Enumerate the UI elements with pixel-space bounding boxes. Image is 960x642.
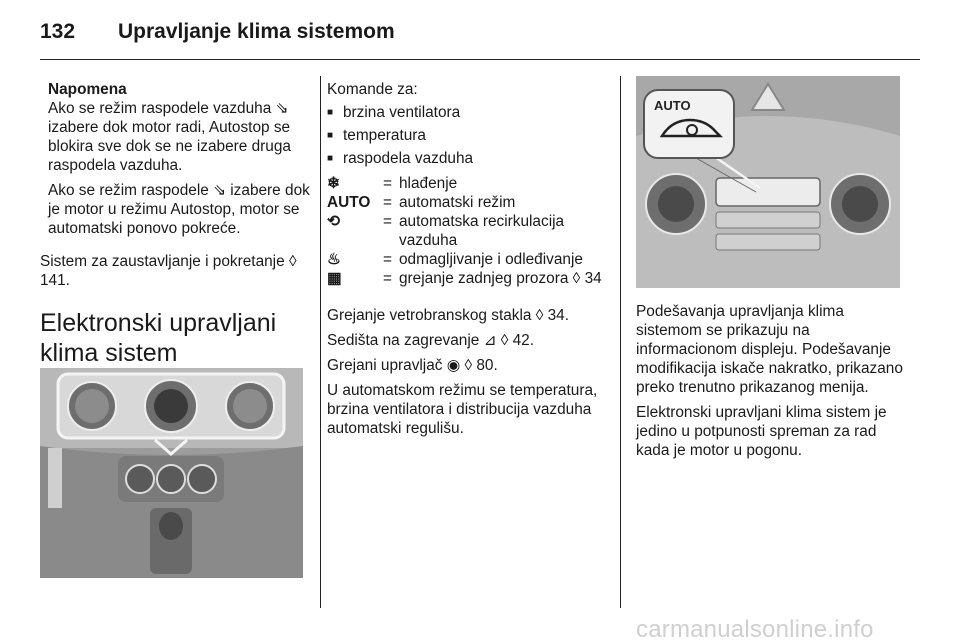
chapter-title: Upravljanje klima sistemom [118, 20, 395, 43]
column-divider-right [620, 76, 621, 608]
auto-symbol: AUTO [327, 194, 371, 211]
definition-row: AUTO = automatski režim [327, 193, 617, 212]
auto-button-panel-photo [636, 76, 900, 288]
note-paragraph-1: Ako se režim raspodele vazduha ⇘ izabere dok motor radi, Autostop se blokira sve dok se ne izabere druga raspodela vazduha. [48, 100, 291, 174]
bullet-air-distribution: ■ raspodela vazduha [327, 149, 617, 168]
page-header [40, 18, 920, 58]
windshield-heating-reference: Grejanje vetrobranskog stakla ◊ 34. [327, 307, 570, 324]
bullet-fan-speed: ■ brzina ventilatora [327, 103, 617, 122]
definition-row: ♨ = odmagljivanje i odleđivanje [327, 250, 617, 269]
note-title: Napomena [48, 81, 127, 98]
page-number: 132 [40, 20, 76, 43]
commands-intro: Komande za: [327, 81, 418, 98]
defrost-windshield-icon: ♨ [327, 251, 341, 268]
climate-control-dashboard-photo [40, 368, 303, 578]
right-paragraphs [636, 302, 908, 466]
auto-mode-paragraph: U automatskom režimu se temperatura, brzina ventilatora i distribucija vazduha automatski regulišu. [327, 382, 598, 437]
display-settings-paragraph: Podešavanja upravljanja klima sistemom se prikazuju na informacionom displeju. Podešavanje modifikacija iskače nakratko, prikazano preko trenutno prikazanog menija. [636, 303, 903, 396]
recirculation-car-icon: ⟲ [327, 213, 340, 230]
snowflake-icon: ❄ [327, 175, 340, 192]
autostop-reference: Sistem za zaustavljanje i pokretanje ◊ 141. [40, 253, 297, 289]
definition-text: automatski režim [399, 194, 516, 211]
definition-row: ▦ = grejanje zadnjeg prozora ◊ 34 [327, 269, 617, 288]
definition-row: ⟲ = automatska recirkulacija vazduha [327, 212, 617, 250]
note-paragraph-2: Ako se režim raspodele ⇘ izabere dok je motor u režimu Autostop, motor se automatski ponovo pokreće. [48, 182, 310, 237]
definition-text: grejanje zadnjeg prozora ◊ 34 [399, 270, 602, 287]
middle-paragraphs [327, 306, 617, 444]
heated-wheel-reference: Grejani upravljač ◉ ◊ 80. [327, 357, 498, 374]
rear-window-heating-icon: ▦ [327, 270, 342, 287]
note-box [48, 80, 310, 244]
definition-text: automatska recirkulacija vazduha [399, 213, 565, 249]
engine-running-paragraph: Elektronski upravljani klima sistem je jedino u potpunosti spreman za rad kada je motor u pogonu. [636, 404, 887, 459]
symbol-definitions [327, 174, 617, 288]
definition-row: ❄ = hlađenje [327, 174, 617, 193]
definition-text: hlađenje [399, 175, 458, 192]
heated-seats-reference: Sedišta na zagrevanje ⊿ ◊ 42. [327, 332, 535, 349]
definition-text: odmagljivanje i odleđivanje [399, 251, 583, 268]
auto-badge-label: AUTO [654, 98, 691, 113]
site-watermark: carmanualsonline.info [636, 616, 874, 642]
header-rule [40, 59, 920, 60]
commands-list [327, 80, 617, 168]
section-title: Elektronski upravljani klima sistem [40, 309, 277, 367]
bullet-temperature: ■ temperatura [327, 126, 617, 145]
column-divider-left [320, 76, 321, 608]
